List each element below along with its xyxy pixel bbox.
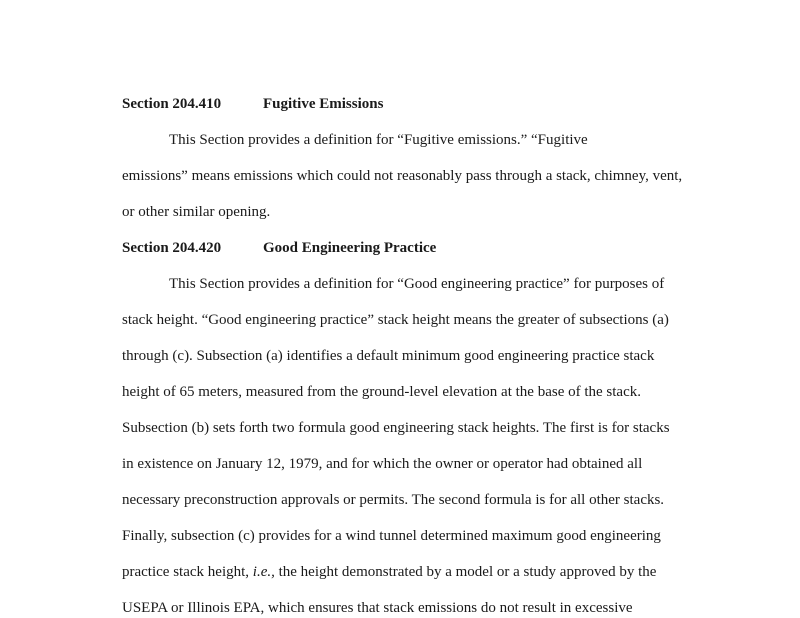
paragraph-line: USEPA or Illinois EPA, which ensures that stack emissions do not result in excessive	[122, 600, 633, 616]
section-number: Section 204.420	[122, 240, 222, 256]
paragraph-line: Subsection (b) sets forth two formula good engineering stack heights. The first is for stacks	[122, 420, 670, 436]
paragraph-line: stack height. “Good engineering practice” stack height means the greater of subsections (a)	[122, 312, 669, 328]
section-title: Good Engineering Practice	[263, 240, 437, 256]
paragraph-line: or other similar opening.	[122, 204, 271, 220]
line-text: the height demonstrated by a model or a study approved by the	[274, 564, 657, 580]
section-heading	[122, 239, 437, 257]
paragraph-line: Finally, subsection (c) provides for a wind tunnel determined maximum good engineering	[122, 528, 661, 544]
section-heading	[122, 95, 384, 113]
section-number: Section 204.410	[122, 96, 222, 112]
paragraph-line: This Section provides a definition for “Fugitive emissions.” “Fugitive	[169, 132, 588, 148]
section-title: Fugitive Emissions	[263, 96, 384, 112]
paragraph-line: through (c). Subsection (a) identifies a default minimum good engineering practice stack	[122, 348, 655, 364]
paragraph-line: in existence on January 12, 1979, and for which the owner or operator had obtained all	[122, 456, 643, 472]
paragraph-line: height of 65 meters, measured from the ground-level elevation at the base of the stack.	[122, 384, 641, 400]
italic-abbreviation: i.e.,	[252, 564, 275, 580]
paragraph-line: emissions” means emissions which could not reasonably pass through a stack, chimney, vent,	[122, 168, 683, 184]
paragraph-line: necessary preconstruction approvals or permits. The second formula is for all other stacks.	[122, 492, 665, 508]
paragraph-line: This Section provides a definition for “Good engineering practice” for purposes of	[169, 276, 665, 292]
line-text: practice stack height,	[122, 564, 253, 580]
paragraph-line	[122, 563, 656, 581]
